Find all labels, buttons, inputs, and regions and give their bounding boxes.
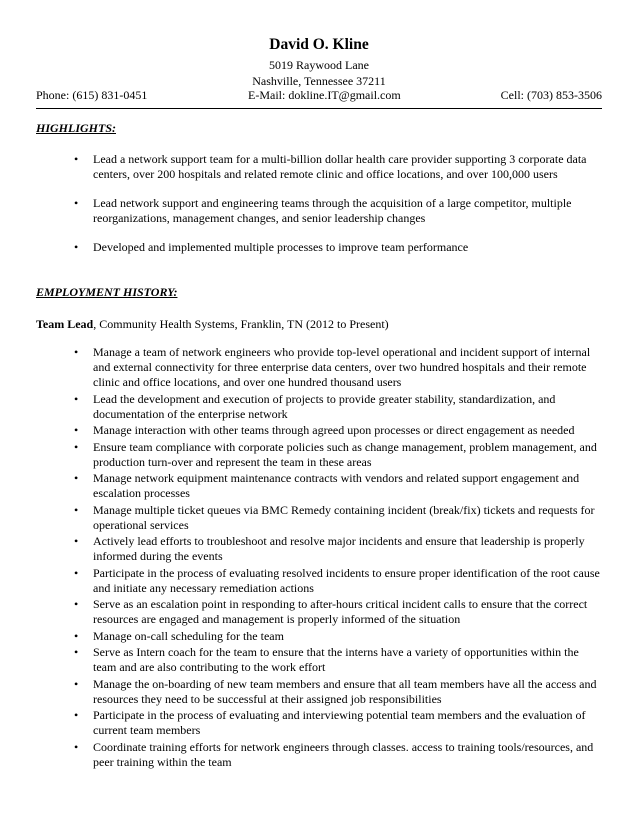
duty-text: Coordinate training efforts for network engineers through classes. access to training tools/resources, and peer training within the team bbox=[93, 739, 594, 769]
list-item bbox=[0, 645, 603, 675]
job-header bbox=[36, 317, 389, 332]
duty-text: Actively lead efforts to troubleshoot and resolve major incidents and ensure that leadership is properly informed during the events bbox=[93, 534, 585, 563]
duty-text: Manage interaction with other teams through agreed upon processes or direct engagement as needed bbox=[93, 423, 575, 437]
list-item bbox=[0, 534, 603, 564]
address-line-1: 5019 Raywood Lane bbox=[269, 58, 369, 72]
duty-text: Manage a team of network engineers who provide top-level operational and incident support of internal and external connectivity for three enterprise data centers, over two hundred hospitals and their remote clinic and office locations, and over one hundred thousand users bbox=[93, 345, 591, 389]
bullet-icon: • bbox=[74, 597, 79, 611]
list-item bbox=[0, 423, 603, 438]
list-item bbox=[0, 440, 603, 470]
bullet-icon: • bbox=[74, 423, 79, 437]
highlight-text: Developed and implemented multiple processes to improve team performance bbox=[93, 240, 469, 254]
email-address: E-Mail: dokline.IT@gmail.com bbox=[248, 88, 401, 102]
duty-text: Participate in the process of evaluating resolved incidents to ensure proper identification of the root cause and initiate any necessary remediation actions bbox=[93, 565, 600, 595]
bullet-icon: • bbox=[74, 708, 79, 722]
bullet-icon: • bbox=[74, 645, 79, 659]
list-item bbox=[0, 740, 603, 770]
list-item bbox=[0, 597, 603, 627]
duty-text: Serve as Intern coach for the team to ensure that the interns have a variety of opportunities within the team and are also contributing to the work effort bbox=[93, 645, 579, 674]
phone-number: Phone: (615) 831-0451 bbox=[36, 88, 148, 102]
bullet-icon: • bbox=[74, 196, 79, 210]
bullet-icon: • bbox=[74, 345, 79, 359]
list-item bbox=[0, 152, 603, 182]
list-item bbox=[0, 196, 603, 226]
bullet-icon: • bbox=[74, 565, 79, 580]
header-divider bbox=[36, 108, 602, 109]
highlights-heading: HIGHLIGHTS: bbox=[36, 121, 117, 135]
bullet-icon: • bbox=[74, 391, 79, 406]
duty-text: Ensure team compliance with corporate policies such as change management, problem management, and production turn-over and represent the team in these areas bbox=[93, 439, 597, 469]
bullet-icon: • bbox=[74, 471, 79, 485]
job-detail: , Community Health Systems, Franklin, TN (2012 to Present) bbox=[93, 317, 389, 331]
list-item bbox=[0, 345, 603, 390]
cell-number: Cell: (703) 853-3506 bbox=[500, 88, 602, 102]
duty-text: Manage multiple ticket queues via BMC Remedy containing incident (break/fix) tickets and requests for operational services bbox=[93, 502, 595, 532]
bullet-icon: • bbox=[74, 628, 79, 643]
list-item bbox=[0, 392, 603, 422]
list-item bbox=[0, 629, 603, 644]
highlight-text: Lead a network support team for a multi-billion dollar health care provider supporting 3 corporate data centers, over 200 hospitals and related remote clinic and office locations, and over 100,000 users bbox=[93, 152, 587, 181]
list-item bbox=[0, 240, 603, 255]
contact-line bbox=[36, 88, 602, 104]
duty-text: Manage network equipment maintenance contracts with vendors and related support engagement and escalation processes bbox=[93, 471, 580, 500]
bullet-icon: • bbox=[74, 739, 79, 754]
highlights-list bbox=[0, 152, 638, 269]
bullet-icon: • bbox=[74, 534, 79, 548]
candidate-name: David O. Kline bbox=[269, 36, 369, 53]
list-item bbox=[0, 677, 603, 707]
bullet-icon: • bbox=[74, 240, 79, 254]
duty-text: Manage the on-boarding of new team members and ensure that all team members have all the access and resources they need to be successful at their assigned job responsibilities bbox=[93, 676, 597, 706]
employment-heading: EMPLOYMENT HISTORY: bbox=[36, 285, 178, 299]
duty-text: Manage on-call scheduling for the team bbox=[93, 628, 284, 643]
bullet-icon: • bbox=[74, 676, 79, 691]
bullet-icon: • bbox=[74, 439, 79, 454]
bullet-icon: • bbox=[74, 152, 79, 166]
job-title: Team Lead bbox=[36, 317, 94, 331]
list-item bbox=[0, 471, 603, 501]
highlight-text: Lead network support and engineering teams through the acquisition of a large competitor, multiple reorganizations, management changes, and senior leadership changes bbox=[93, 196, 572, 225]
duty-text: Lead the development and execution of projects to provide greater stability, standardization, and documentation of the enterprise network bbox=[93, 391, 556, 421]
list-item bbox=[0, 708, 603, 738]
employment-duties-list bbox=[0, 345, 638, 771]
list-item bbox=[0, 503, 603, 533]
duty-text: Serve as an escalation point in responding to after-hours critical incident calls to ensure that the correct resources are engaged and management is properly informed of the situation bbox=[93, 597, 588, 626]
bullet-icon: • bbox=[74, 502, 79, 517]
address-line-2: Nashville, Tennessee 37211 bbox=[252, 74, 386, 88]
list-item bbox=[0, 566, 603, 596]
duty-text: Participate in the process of evaluating and interviewing potential team members and the evaluation of current team members bbox=[93, 708, 586, 737]
